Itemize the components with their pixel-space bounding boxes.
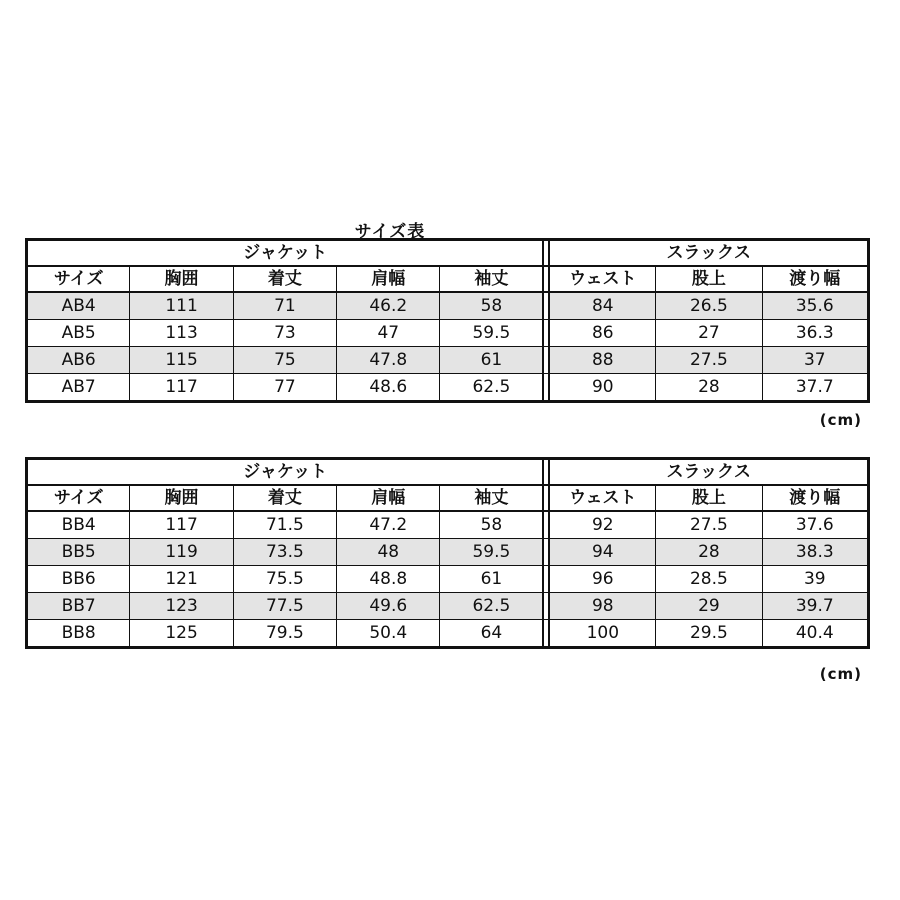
column-header-length: 着丈 <box>233 266 336 292</box>
group-header-jacket: ジャケット <box>27 240 544 267</box>
size-cell: AB5 <box>27 320 130 347</box>
column-header-shoulder: 肩幅 <box>337 266 440 292</box>
column-header-rise: 股上 <box>656 266 762 292</box>
value-cell: 73 <box>233 320 336 347</box>
value-cell: 49.6 <box>337 593 440 620</box>
value-cell: 48 <box>337 539 440 566</box>
group-header-jacket: ジャケット <box>27 459 544 486</box>
value-cell: 48.8 <box>337 566 440 593</box>
value-cell: 27 <box>656 320 762 347</box>
value-cell: 58 <box>440 511 543 539</box>
group-header-slacks: スラックス <box>549 459 868 486</box>
table-row <box>27 593 869 620</box>
unit-label-bb: (cm) <box>819 665 862 683</box>
value-cell: 88 <box>549 347 655 374</box>
group-header-slacks: スラックス <box>549 240 868 267</box>
size-cell: AB4 <box>27 292 130 320</box>
value-cell: 47.8 <box>337 347 440 374</box>
value-cell: 39.7 <box>762 593 868 620</box>
value-cell: 121 <box>130 566 233 593</box>
page-title: サイズ表 <box>354 222 426 242</box>
size-cell: BB5 <box>27 539 130 566</box>
value-cell: 37 <box>762 347 868 374</box>
column-header-size: サイズ <box>27 485 130 511</box>
value-cell: 123 <box>130 593 233 620</box>
value-cell: 113 <box>130 320 233 347</box>
value-cell: 125 <box>130 620 233 648</box>
value-cell: 77.5 <box>233 593 336 620</box>
value-cell: 59.5 <box>440 539 543 566</box>
size-cell: BB6 <box>27 566 130 593</box>
size-cell: BB7 <box>27 593 130 620</box>
value-cell: 62.5 <box>440 374 543 402</box>
value-cell: 71.5 <box>233 511 336 539</box>
value-cell: 61 <box>440 347 543 374</box>
value-cell: 75 <box>233 347 336 374</box>
value-cell: 96 <box>549 566 655 593</box>
column-header-sleeve: 袖丈 <box>440 266 543 292</box>
size-cell: BB8 <box>27 620 130 648</box>
table-row <box>27 292 869 320</box>
value-cell: 27.5 <box>656 347 762 374</box>
column-header-shoulder: 肩幅 <box>337 485 440 511</box>
size-cell: BB4 <box>27 511 130 539</box>
column-header-waist: ウェスト <box>549 485 655 511</box>
unit-label-ab: (cm) <box>819 411 862 429</box>
value-cell: 64 <box>440 620 543 648</box>
value-cell: 71 <box>233 292 336 320</box>
value-cell: 28 <box>656 539 762 566</box>
value-cell: 94 <box>549 539 655 566</box>
value-cell: 98 <box>549 593 655 620</box>
value-cell: 39 <box>762 566 868 593</box>
value-cell: 73.5 <box>233 539 336 566</box>
size-table-ab <box>25 238 870 403</box>
column-header-length: 着丈 <box>233 485 336 511</box>
column-header-thigh: 渡り幅 <box>762 266 868 292</box>
value-cell: 77 <box>233 374 336 402</box>
value-cell: 40.4 <box>762 620 868 648</box>
size-table-bb <box>25 457 870 649</box>
value-cell: 62.5 <box>440 593 543 620</box>
size-cell: AB6 <box>27 347 130 374</box>
value-cell: 86 <box>549 320 655 347</box>
column-header-thigh: 渡り幅 <box>762 485 868 511</box>
size-cell: AB7 <box>27 374 130 402</box>
table-row <box>27 566 869 593</box>
column-header-rise: 股上 <box>656 485 762 511</box>
value-cell: 35.6 <box>762 292 868 320</box>
value-cell: 58 <box>440 292 543 320</box>
value-cell: 46.2 <box>337 292 440 320</box>
value-cell: 48.6 <box>337 374 440 402</box>
value-cell: 50.4 <box>337 620 440 648</box>
value-cell: 47.2 <box>337 511 440 539</box>
value-cell: 117 <box>130 374 233 402</box>
table-row <box>27 620 869 648</box>
value-cell: 37.6 <box>762 511 868 539</box>
table-row <box>27 511 869 539</box>
table-row <box>27 347 869 374</box>
value-cell: 38.3 <box>762 539 868 566</box>
value-cell: 90 <box>549 374 655 402</box>
value-cell: 26.5 <box>656 292 762 320</box>
value-cell: 75.5 <box>233 566 336 593</box>
value-cell: 47 <box>337 320 440 347</box>
value-cell: 111 <box>130 292 233 320</box>
value-cell: 92 <box>549 511 655 539</box>
value-cell: 119 <box>130 539 233 566</box>
column-header-waist: ウェスト <box>549 266 655 292</box>
value-cell: 84 <box>549 292 655 320</box>
value-cell: 117 <box>130 511 233 539</box>
column-header-size: サイズ <box>27 266 130 292</box>
table-row <box>27 320 869 347</box>
column-header-sleeve: 袖丈 <box>440 485 543 511</box>
value-cell: 115 <box>130 347 233 374</box>
column-header-chest: 胸囲 <box>130 485 233 511</box>
value-cell: 27.5 <box>656 511 762 539</box>
value-cell: 28.5 <box>656 566 762 593</box>
value-cell: 29.5 <box>656 620 762 648</box>
table-row <box>27 374 869 402</box>
value-cell: 61 <box>440 566 543 593</box>
value-cell: 28 <box>656 374 762 402</box>
value-cell: 100 <box>549 620 655 648</box>
value-cell: 36.3 <box>762 320 868 347</box>
table-row <box>27 539 869 566</box>
column-header-chest: 胸囲 <box>130 266 233 292</box>
value-cell: 79.5 <box>233 620 336 648</box>
value-cell: 59.5 <box>440 320 543 347</box>
value-cell: 29 <box>656 593 762 620</box>
value-cell: 37.7 <box>762 374 868 402</box>
